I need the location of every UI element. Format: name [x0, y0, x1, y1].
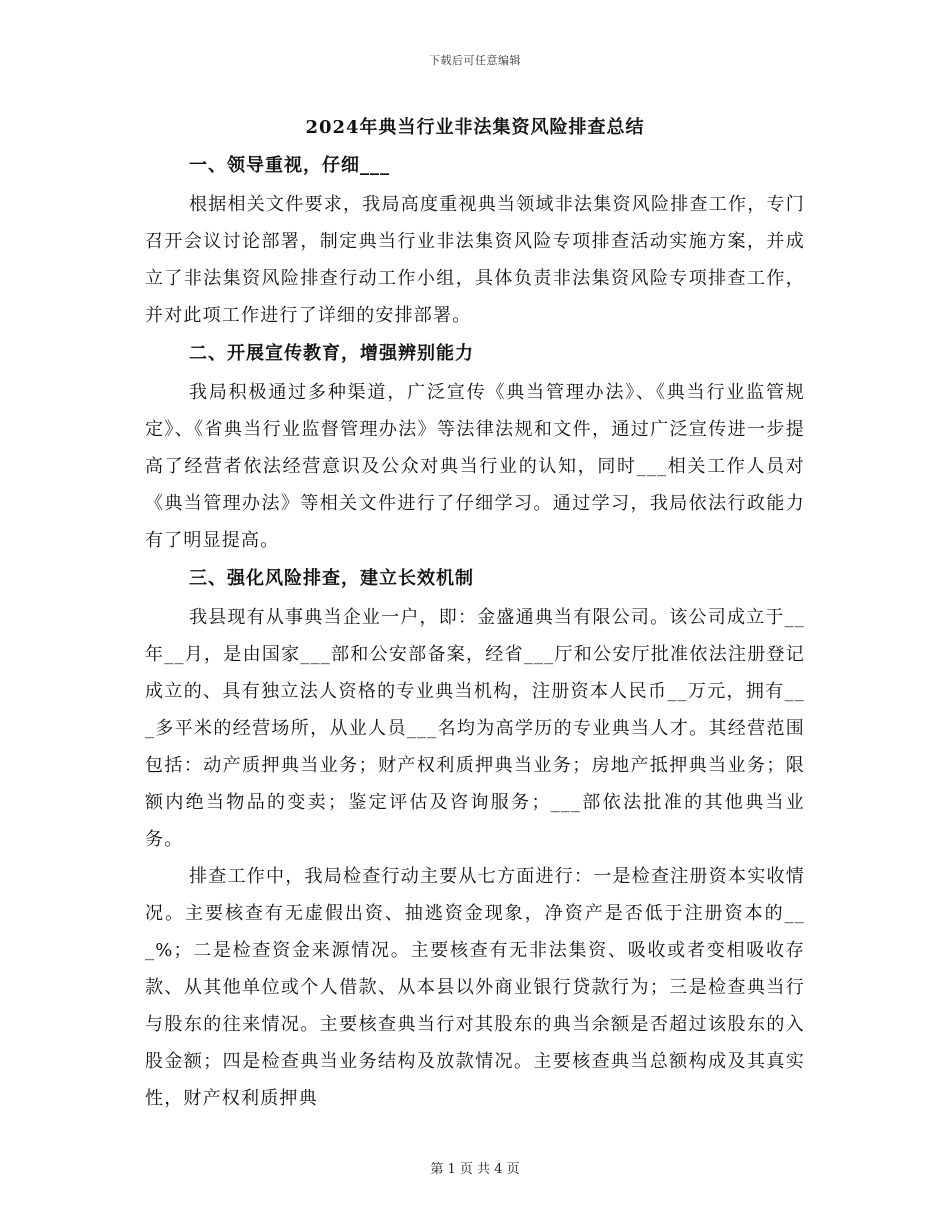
section-3-paragraph-1: 我县现有从事典当企业一户，即：金盛通典当有限公司。该公司成立于__年__月，是由国家___部和公安部备案，经省___厅和公安厅批准依法注册登记成立的、具有独立法人资格的专业典当机构，注册资本人民币__万元，拥有___多平米的经营场所，从业人员___名均为高学历的专业典当人才。其经营范围包括：动产质押典当业务；财产权利质押典当业务；房地产抵押典当业务；限额内绝当物品的变卖；鉴定评估及咨询服务；___部依法批准的其他典当业务。 — [145, 607, 805, 850]
section-heading-3: 三、强化风险排查，建立长效机制 — [189, 568, 474, 589]
section-heading-2: 二、开展宣传教育，增强辨别能力 — [189, 343, 474, 364]
document-body — [145, 114, 805, 1117]
page-number: 第 1 页 共 4 页 — [430, 1162, 520, 1177]
section-3-paragraph-2: 排查工作中，我局检查行动主要从七方面进行：一是检查注册资本实收情况。主要核查有无虚假出资、抽逃资金现象，净资产是否低于注册资本的___%；二是检查资金来源情况。主要核查有无非法集资、吸收或者变相吸收存款、从其他单位或个人借款、从本县以外商业银行贷款行为；三是检查典当行与股东的往来情况。主要核查典当行对其股东的典当余额是否超过该股东的入股金额；四是检查典当业务结构及放款情况。主要核查典当总额构成及其真实性，财产权利质押典 — [145, 866, 805, 1109]
section-heading-1: 一、领导重视，仔细___ — [189, 155, 390, 176]
page-header-note: 下载后可任意编辑 — [429, 54, 521, 67]
section-2-paragraph-1: 我局积极通过多种渠道，广泛宣传《典当管理办法》、《典当行业监管规定》、《省典当行业监督管理办法》等法律法规和文件，通过广泛宣传进一步提高了经营者依法经营意识及公众对典当行业的认知，同时___相关工作人员对《典当管理办法》等相关文件进行了仔细学习。通过学习，我局依法行政能力有了明显提高。 — [145, 382, 805, 551]
document-title: 2024年典当行业非法集资风险排查总结 — [305, 117, 645, 138]
section-1-paragraph-1: 根据相关文件要求，我局高度重视典当领域非法集资风险排查工作，专门召开会议讨论部署，制定典当行业非法集资风险专项排查活动实施方案，并成立了非法集资风险排查行动工作小组，具体负责非法集资风险专项排查工作，并对此项工作进行了详细的安排部署。 — [145, 194, 805, 326]
